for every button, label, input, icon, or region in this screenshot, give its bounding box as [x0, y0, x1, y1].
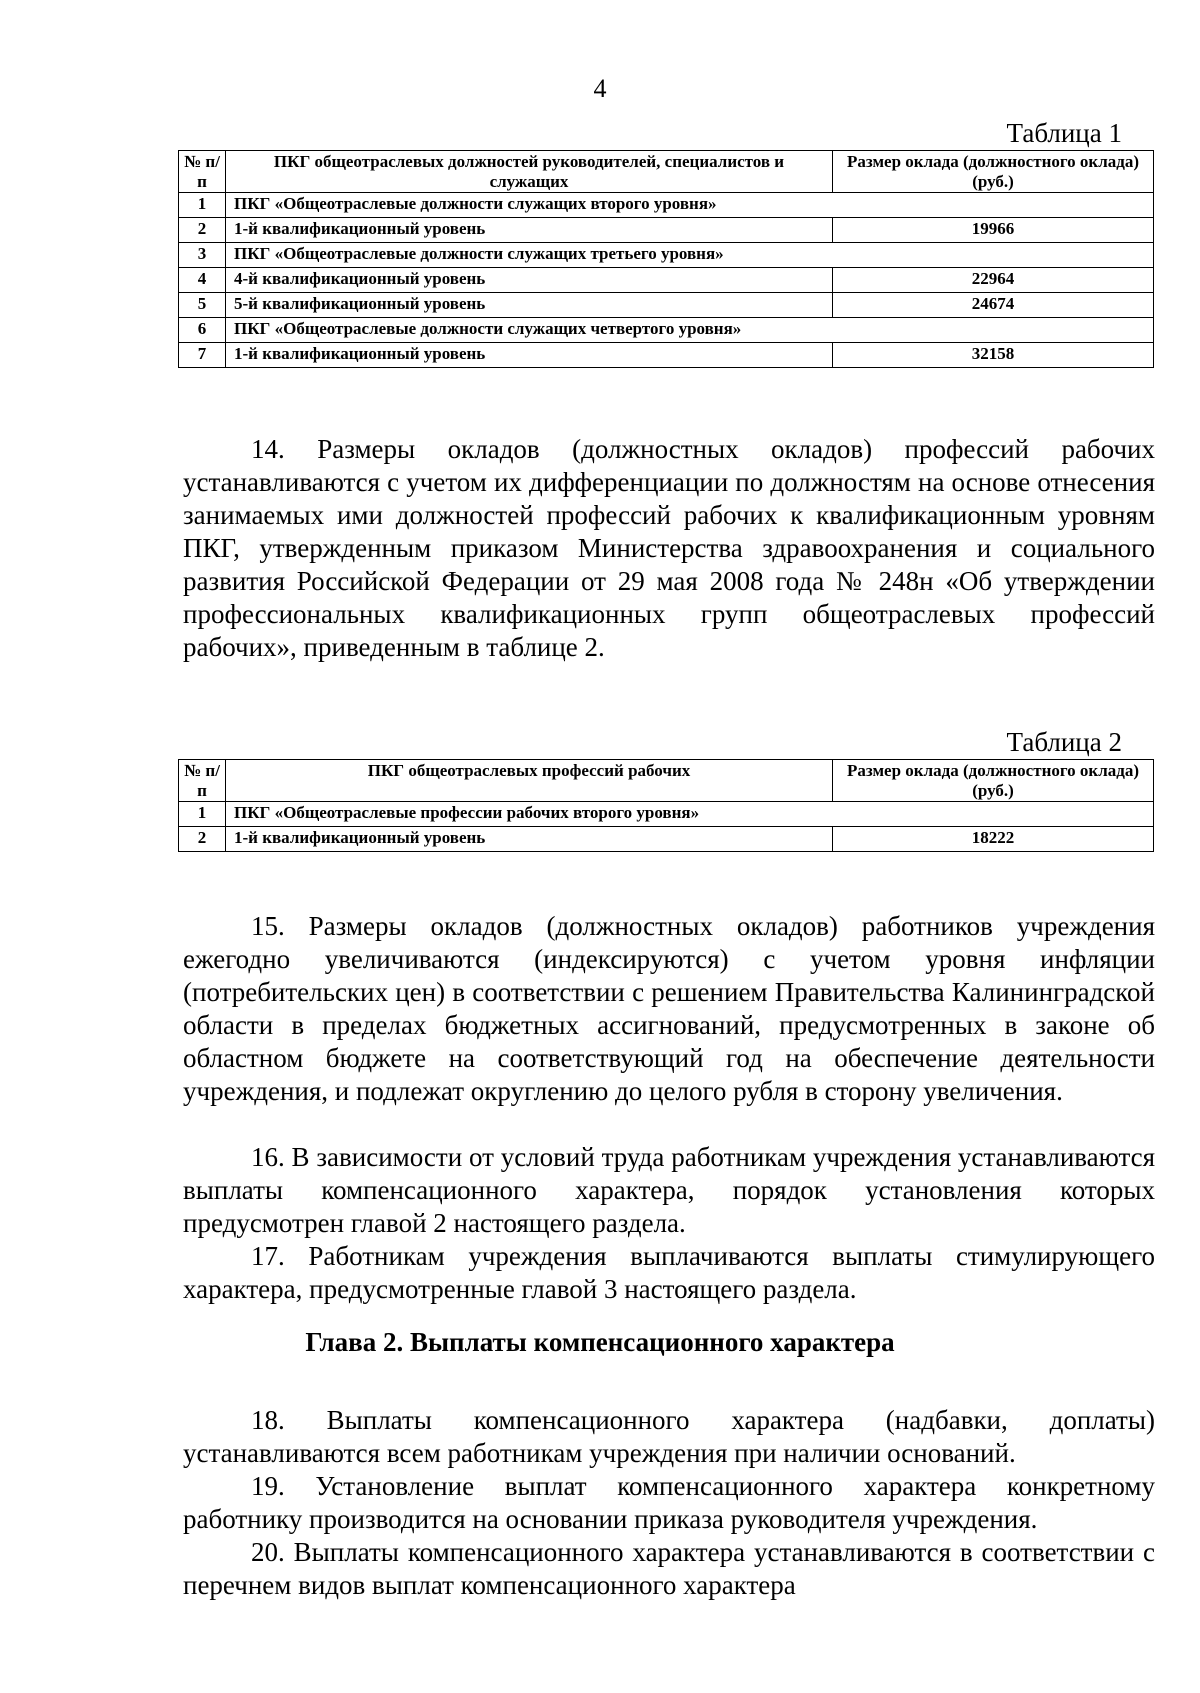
row-group-name: ПКГ «Общеотраслевые должности служащих четвертого уровня» [226, 318, 1154, 343]
paragraph-17: 17. Работникам учреждения выплачиваются выплаты стимулирующего характера, предусмотренные главой 3 настоящего раздела. [183, 1241, 1155, 1304]
table-row [179, 218, 1154, 243]
table2 [178, 759, 1154, 852]
row-group-name: ПКГ «Общеотраслевые должности служащих третьего уровня» [226, 243, 1154, 268]
row-num: 5 [179, 293, 226, 318]
row-salary: 19966 [833, 218, 1154, 243]
row-num: 6 [179, 318, 226, 343]
paragraph-20: 20. Выплаты компенсационного характера устанавливаются в соответствии с перечнем видов выплат компенсационного характера [183, 1537, 1155, 1600]
table-row [179, 318, 1154, 343]
table1-header-num: № п/п [179, 151, 226, 193]
table2-caption: Таблица 2 [1006, 727, 1122, 757]
row-salary: 18222 [833, 827, 1154, 852]
row-num: 3 [179, 243, 226, 268]
row-level-name: 4-й квалификационный уровень [226, 268, 833, 293]
chapter-2-heading: Глава 2. Выплаты компенсационного характера [305, 1327, 895, 1357]
paragraph-15: 15. Размеры окладов (должностных окладов) работников учреждения ежегодно увеличиваются (индексируются) с учетом уровня инфляции (потребительских цен) в соответствии с решением Правительства Калининградской области в пределах бюджетных ассигнований, предусмотренных в законе об областном бюджете на соответствующий год на обеспечение деятельности учреждения, и подлежат округлению до целого рубля в сторону увеличения. [183, 911, 1155, 1106]
table-row [179, 193, 1154, 218]
row-salary: 24674 [833, 293, 1154, 318]
table1 [178, 150, 1154, 368]
row-num: 2 [179, 827, 226, 852]
table1-header-name: ПКГ общеотраслевых должностей руководителей, специалистов и служащих [226, 151, 833, 193]
row-group-name: ПКГ «Общеотраслевые профессии рабочих второго уровня» [226, 802, 1154, 827]
paragraph-18: 18. Выплаты компенсационного характера (надбавки, доплаты) устанавливаются всем работникам учреждения при наличии оснований. [183, 1405, 1155, 1468]
table2-header-row [179, 760, 1154, 802]
row-level-name: 1-й квалификационный уровень [226, 827, 833, 852]
page-number: 4 [593, 74, 607, 103]
row-level-name: 5-й квалификационный уровень [226, 293, 833, 318]
table-row [179, 827, 1154, 852]
table-row [179, 268, 1154, 293]
paragraph-16: 16. В зависимости от условий труда работникам учреждения устанавливаются выплаты компенсационного характера, порядок установления которых предусмотрен главой 2 настоящего раздела. [183, 1142, 1155, 1238]
row-salary: 32158 [833, 343, 1154, 368]
table-row [179, 802, 1154, 827]
table2-header-salary: Размер оклада (должностного оклада) (руб.) [833, 760, 1154, 802]
row-num: 1 [179, 193, 226, 218]
paragraph-14: 14. Размеры окладов (должностных окладов) профессий рабочих устанавливаются с учетом их дифференциации по должностям на основе отнесения занимаемых ими должностей профессий рабочих к квалификационным уровням ПКГ, утвержденным приказом Министерства здравоохранения и социального развития Российской Федерации от 29 мая 2008 года № 248н «Об утверждении профессиональных квалификационных групп общеотраслевых профессий рабочих», приведенным в таблице 2. [183, 434, 1155, 662]
paragraph-19: 19. Установление выплат компенсационного характера конкретному работнику производится на основании приказа руководителя учреждения. [183, 1471, 1155, 1534]
table1-header-row [179, 151, 1154, 193]
row-level-name: 1-й квалификационный уровень [226, 218, 833, 243]
row-group-name: ПКГ «Общеотраслевые должности служащих второго уровня» [226, 193, 1154, 218]
table2-header-name: ПКГ общеотраслевых профессий рабочих [226, 760, 833, 802]
row-salary: 22964 [833, 268, 1154, 293]
row-num: 7 [179, 343, 226, 368]
row-num: 4 [179, 268, 226, 293]
row-num: 2 [179, 218, 226, 243]
table1-caption: Таблица 1 [1006, 118, 1122, 148]
row-level-name: 1-й квалификационный уровень [226, 343, 833, 368]
table-row [179, 293, 1154, 318]
table2-header-num: № п/п [179, 760, 226, 802]
table1-header-salary: Размер оклада (должностного оклада) (руб.) [833, 151, 1154, 193]
table-row [179, 343, 1154, 368]
table-row [179, 243, 1154, 268]
row-num: 1 [179, 802, 226, 827]
